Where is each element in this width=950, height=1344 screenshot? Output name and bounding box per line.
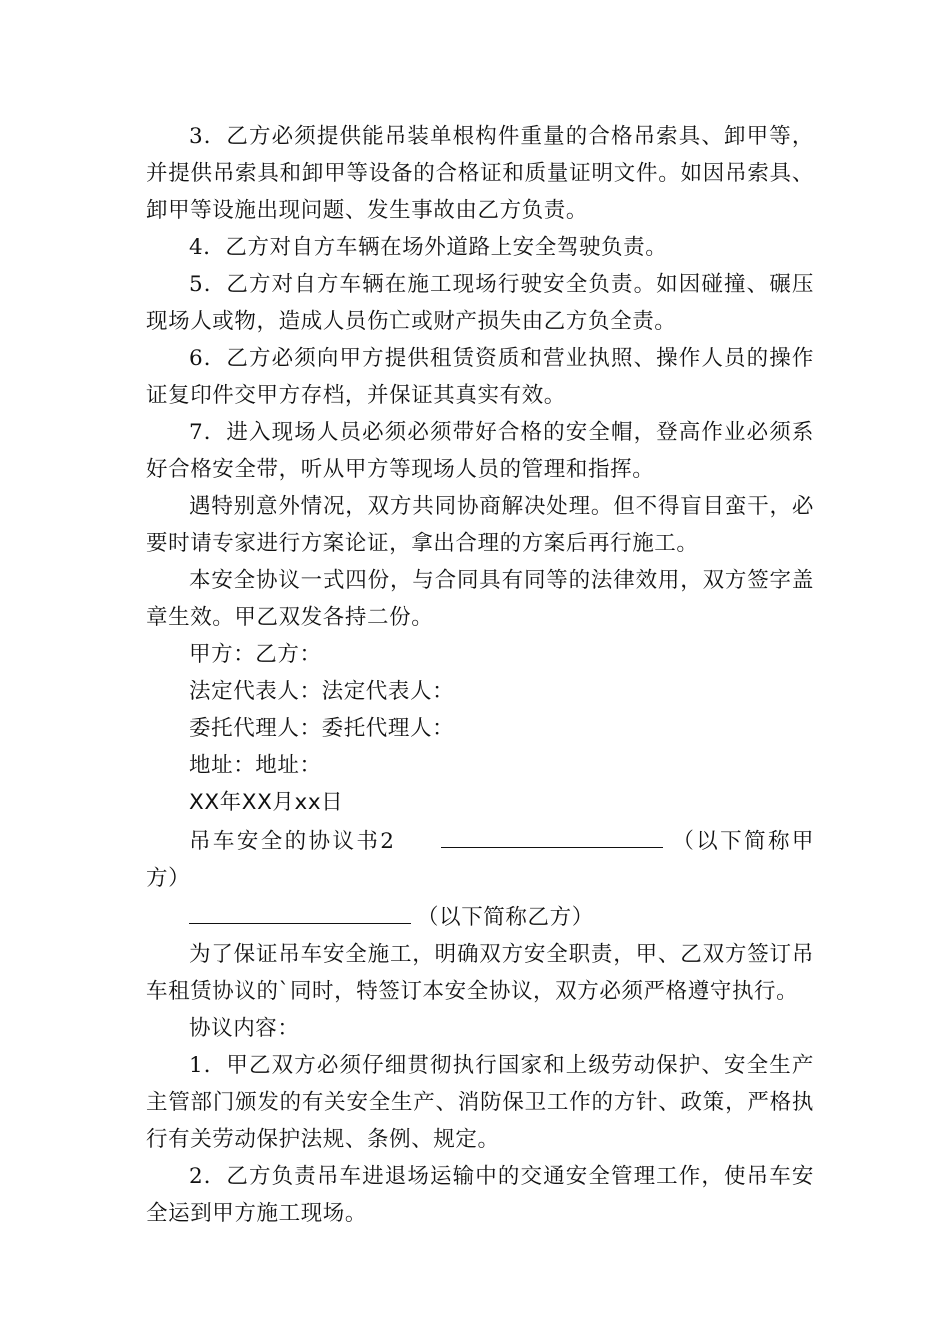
copies-paragraph: 本安全协议一式四份，与合同具有同等的法律效用，双方签字盖章生效。甲乙双发各持二份。 <box>146 568 814 630</box>
agreement-content-heading: 协议内容： <box>189 1016 300 1041</box>
party-a-blank <box>441 821 663 848</box>
document-body <box>146 118 814 1232</box>
second-agreement-title: 吊车安全的协议书2 <box>189 829 395 854</box>
agreement-clause-1: 1．甲乙双方必须仔细贯彻执行国家和上级劳动保护、安全生产主管部门颁发的有关安全生产、消防保卫工作的方针、政策，严格执行有关劳动保护法规、条例、规定。 <box>146 1053 814 1152</box>
signature-agent-line: 委托代理人：委托代理人： <box>189 716 455 741</box>
date-line: XX年XX月xx日 <box>189 790 344 815</box>
signature-representative-line: 法定代表人：法定代表人： <box>189 679 455 704</box>
signature-party-line: 甲方：乙方： <box>189 642 322 667</box>
purpose-paragraph: 为了保证吊车安全施工，明确双方安全职责，甲、乙双方签订吊车租赁协议的`同时，特签订本安全协议，双方必须严格遵守执行。 <box>146 942 814 1004</box>
clause-4: 4．乙方对自方车辆在场外道路上安全驾驶负责。 <box>189 235 668 260</box>
party-b-suffix: （以下简称乙方） <box>417 905 594 930</box>
agreement-clause-2: 2．乙方负责吊车进退场运输中的交通安全管理工作，使吊车安全运到甲方施工现场。 <box>146 1164 814 1226</box>
special-circumstances-paragraph: 遇特别意外情况，双方共同协商解决处理。但不得盲目蛮干，必要时请专家进行方案论证，拿出合理的方案后再行施工。 <box>146 494 814 556</box>
signature-address-line: 地址：地址： <box>189 753 322 778</box>
clause-6: 6．乙方必须向甲方提供租赁资质和营业执照、操作人员的操作证复印件交甲方存档，并保证其真实有效。 <box>146 346 814 408</box>
clause-5: 5．乙方对自方车辆在施工现场行驶安全负责。如因碰撞、碾压现场人或物，造成人员伤亡或财产损失由乙方负全责。 <box>146 272 814 334</box>
party-b-line <box>146 897 814 936</box>
second-agreement-header <box>146 821 814 897</box>
clause-3: 3．乙方必须提供能吊装单根构件重量的合格吊索具、卸甲等，并提供吊索具和卸甲等设备的合格证和质量证明文件。如因吊索具、卸甲等设施出现问题、发生事故由乙方负责。 <box>146 124 814 223</box>
party-b-blank <box>189 897 411 924</box>
party-a-suffix: （以下简称甲方） <box>146 829 814 891</box>
clause-7: 7．进入现场人员必须必须带好合格的安全帽，登高作业必须系好合格安全带，听从甲方等现场人员的管理和指挥。 <box>146 420 814 482</box>
